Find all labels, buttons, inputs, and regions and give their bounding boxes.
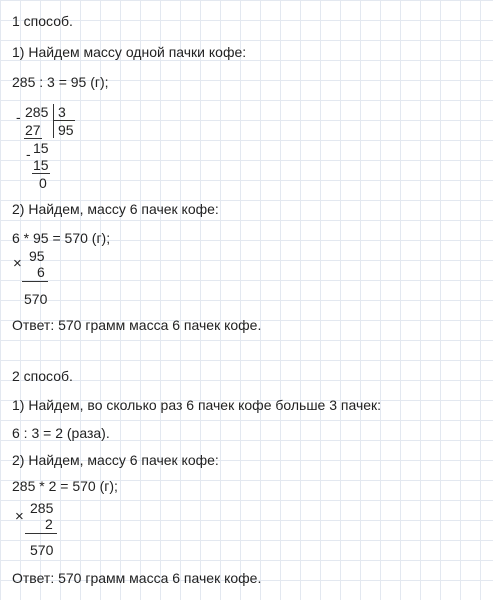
- mult2-top-operand: 285: [30, 500, 54, 516]
- method2-step2-text: 2) Найдем, массу 6 пачек кофе:: [12, 452, 219, 468]
- mult1-top-operand: 95: [29, 248, 45, 264]
- mult1-result: 570: [24, 291, 48, 307]
- division-minus-sign-1: -: [16, 109, 21, 125]
- method1-title: 1 способ.: [12, 13, 73, 29]
- mult1-times-sign: ×: [13, 255, 22, 272]
- method1-step1-text: 1) Найдем массу одной пачки кофе:: [12, 44, 247, 60]
- division-subtrahend-1: 27: [25, 122, 41, 138]
- method2-step1-text: 1) Найдем, во сколько раз 6 пачек кофе больше 3 пачек:: [12, 397, 382, 413]
- division-final-remainder: 0: [39, 175, 47, 191]
- mult2-times-sign: ×: [15, 508, 24, 525]
- method2-answer: Ответ: 570 грамм масса 6 пачек кофе.: [12, 570, 262, 586]
- division-subtrahend-2: 15: [33, 157, 49, 173]
- division-minus-sign-2: -: [26, 146, 31, 162]
- division-dividend: 285: [25, 104, 49, 120]
- mult1-bottom-operand: 6: [37, 264, 45, 280]
- mult2-result: 570: [30, 542, 54, 558]
- division-divisor: 3: [58, 104, 66, 120]
- method1-equation2: 6 * 95 = 570 (г);: [12, 230, 111, 246]
- division-underline-2: [32, 173, 50, 174]
- division-vertical-bar: [53, 104, 54, 138]
- method2-equation1: 6 : 3 = 2 (раза).: [12, 425, 110, 441]
- division-remainder-1: 15: [33, 140, 49, 156]
- method2-equation2: 285 * 2 = 570 (г);: [12, 478, 118, 494]
- division-quotient: 95: [58, 122, 74, 138]
- method1-answer: Ответ: 570 грамм масса 6 пачек кофе.: [12, 317, 262, 333]
- method1-equation1: 285 : 3 = 95 (г);: [12, 74, 109, 90]
- division-underline-1: [24, 138, 42, 139]
- method2-title: 2 способ.: [12, 368, 73, 384]
- mult2-underline: [25, 533, 57, 534]
- mult2-bottom-operand: 2: [45, 516, 53, 532]
- division-divisor-underline: [53, 120, 75, 121]
- mult1-underline: [22, 281, 48, 282]
- method1-step2-text: 2) Найдем, массу 6 пачек кофе:: [12, 201, 219, 217]
